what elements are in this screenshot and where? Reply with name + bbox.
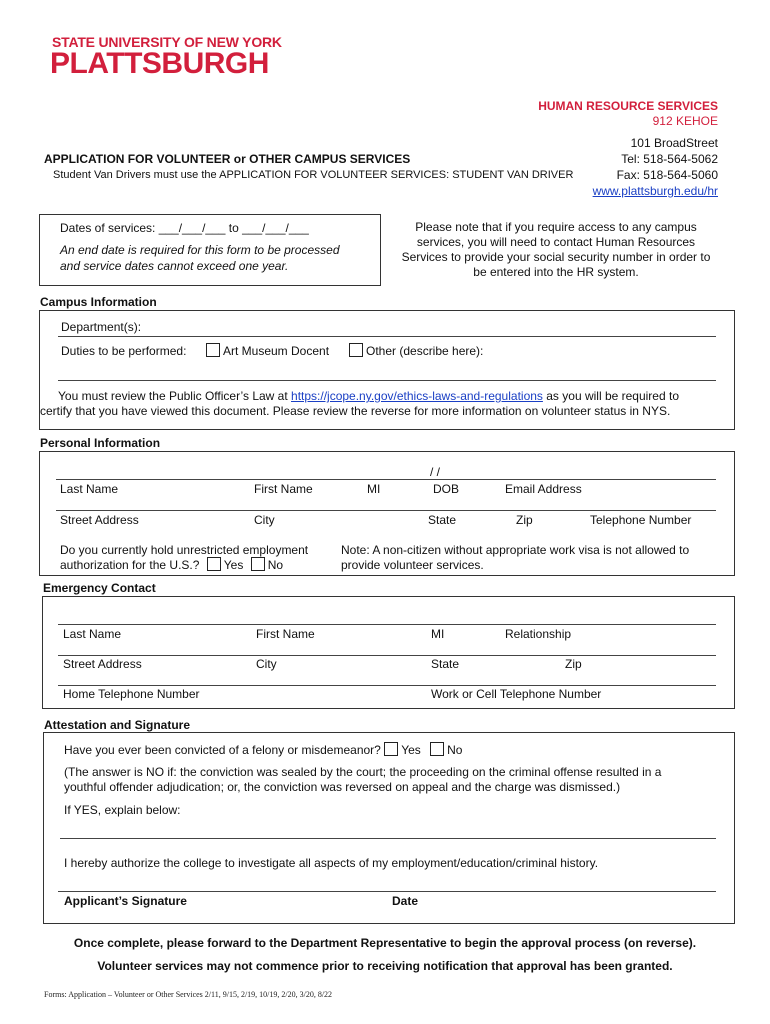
end-date-note-2: and service dates cannot exceed one year. <box>60 259 289 273</box>
ec-last-name-label: Last Name <box>63 627 122 641</box>
felony-no-label: No <box>447 743 463 757</box>
street-address: 101 BroadStreet <box>630 136 718 150</box>
duties-label: Duties to be performed: <box>61 344 187 358</box>
duties-line[interactable] <box>58 380 716 381</box>
personal-address-line[interactable] <box>56 510 716 511</box>
signature-label: Applicant’s Signature <box>64 894 187 908</box>
ec-relationship-label: Relationship <box>505 627 572 641</box>
if-yes-label: If YES, explain below: <box>64 803 181 817</box>
first-name-label: First Name <box>254 482 313 496</box>
logo-plattsburgh: PLATTSBURGH <box>50 47 269 80</box>
website-link[interactable]: www.plattsburgh.edu/hr <box>592 184 718 198</box>
fax: Fax: 518-564-5060 <box>616 168 718 182</box>
authorization-statement: I hereby authorize the college to investigate all aspects of my employment/education/criminal history. <box>64 856 599 870</box>
attestation-title: Attestation and Signature <box>44 718 191 732</box>
logo-state-university: STATE UNIVERSITY OF NEW YORK <box>52 34 282 50</box>
public-officers-law-line1 <box>58 389 679 403</box>
ec-zip-label: Zip <box>565 657 582 671</box>
ec-first-name-label: First Name <box>256 627 315 641</box>
jcope-link[interactable]: https://jcope.ny.gov/ethics-laws-and-regulations <box>291 389 543 403</box>
date-label: Date <box>392 894 419 908</box>
felony-question-row <box>64 742 462 757</box>
public-officers-law-line2: certify that you have viewed this document. Please review the reverse for more information on volunteer status in NYS. <box>40 404 671 418</box>
ec-city-label: City <box>256 657 277 671</box>
law-pre-text: You must review the Public Officer’s Law at <box>58 389 292 403</box>
department-name: HUMAN RESOURCE SERVICES <box>538 99 718 113</box>
noncitizen-note-1: Note: A non-citizen without appropriate work visa is not allowed to <box>341 543 690 557</box>
street-label: Street Address <box>60 513 139 527</box>
other-duties-checkbox[interactable] <box>349 343 363 357</box>
form-title: APPLICATION FOR VOLUNTEER or OTHER CAMPUS SERVICES <box>44 152 411 166</box>
employment-yes-label: Yes <box>223 558 244 572</box>
employment-question-1: Do you currently hold unrestricted employment <box>60 543 309 557</box>
art-museum-option[interactable] <box>206 343 329 358</box>
ssn-note-line2: services, you will need to contact Human Resources <box>416 235 696 249</box>
zip-label: Zip <box>516 513 533 527</box>
ssn-note-line4: be entered into the HR system. <box>473 265 639 279</box>
department-line[interactable] <box>58 336 716 337</box>
dates-of-services-field[interactable]: Dates of services: ___/___/___ to ___/___/___ <box>60 221 309 235</box>
ec-name-line[interactable] <box>58 624 716 625</box>
noncitizen-note-2: provide volunteer services. <box>341 558 484 572</box>
signature-line[interactable] <box>58 891 716 892</box>
employment-question-text: authorization for the U.S.? <box>60 558 200 572</box>
email-label: Email Address <box>505 482 582 496</box>
dob-slashes: / / <box>430 465 441 479</box>
felony-yes-checkbox[interactable] <box>384 742 398 756</box>
art-museum-label: Art Museum Docent <box>223 344 330 358</box>
ssn-note-line3: Services to provide your social security number in order to <box>401 250 711 264</box>
ec-home-phone-label: Home Telephone Number <box>63 687 200 701</box>
explanation-line[interactable] <box>60 838 716 839</box>
ec-mi-label: MI <box>431 627 445 641</box>
dob-label: DOB <box>433 482 460 496</box>
form-subtitle: Student Van Drivers must use the APPLICATION FOR VOLUNTEER SERVICES: STUDENT VAN DRIVER <box>53 169 574 181</box>
city-label: City <box>254 513 275 527</box>
felony-no-checkbox[interactable] <box>430 742 444 756</box>
answer-no-note-1: (The answer is NO if: the conviction was sealed by the court; the proceeding on the criminal offense resulted in a <box>64 765 662 779</box>
employment-yes-checkbox[interactable] <box>207 557 221 571</box>
felony-yes-label: Yes <box>401 743 421 757</box>
ec-street-label: Street Address <box>63 657 142 671</box>
ec-phone-line[interactable] <box>58 685 716 686</box>
telephone: Tel: 518-564-5062 <box>621 152 718 166</box>
emergency-contact-title: Emergency Contact <box>43 581 156 595</box>
ec-address-line[interactable] <box>58 655 716 656</box>
ec-state-label: State <box>431 657 460 671</box>
employment-no-label: No <box>267 558 284 572</box>
other-duties-option[interactable] <box>349 343 483 358</box>
state-label: State <box>428 513 457 527</box>
personal-info-title: Personal Information <box>40 436 161 450</box>
department-label: Department(s): <box>61 320 142 334</box>
art-museum-checkbox[interactable] <box>206 343 220 357</box>
ec-work-phone-label: Work or Cell Telephone Number <box>431 687 602 701</box>
approval-notice: Volunteer services may not commence prior to receiving notification that approval has been granted. <box>97 959 673 973</box>
personal-name-line[interactable] <box>56 479 716 480</box>
form-revision-footer: Forms: Application – Volunteer or Other Services 2/11, 9/15, 2/19, 10/19, 2/20, 3/20, 8/22 <box>44 990 333 999</box>
answer-no-note-2: youthful offender adjudication; or, the conviction was reversed on appeal and the charge was dismissed.) <box>64 780 621 794</box>
last-name-label: Last Name <box>60 482 119 496</box>
office-location: 912 KEHOE <box>652 114 718 128</box>
other-duties-label: Other (describe here): <box>366 344 484 358</box>
ssn-note <box>380 220 732 280</box>
ssn-note-line1: Please note that if you require access to any campus <box>415 220 697 234</box>
forward-instruction: Once complete, please forward to the Department Representative to begin the approval process (on reverse). <box>73 936 697 950</box>
campus-info-title: Campus Information <box>40 295 157 309</box>
telephone-label: Telephone Number <box>590 513 692 527</box>
law-post-text: as you will be required to <box>542 389 679 403</box>
employment-no-checkbox[interactable] <box>251 557 265 571</box>
employment-question-2 <box>60 557 283 572</box>
felony-question: Have you ever been convicted of a felony or misdemeanor? <box>64 743 381 757</box>
mi-label: MI <box>367 482 381 496</box>
end-date-note-1: An end date is required for this form to be processed <box>60 243 340 257</box>
